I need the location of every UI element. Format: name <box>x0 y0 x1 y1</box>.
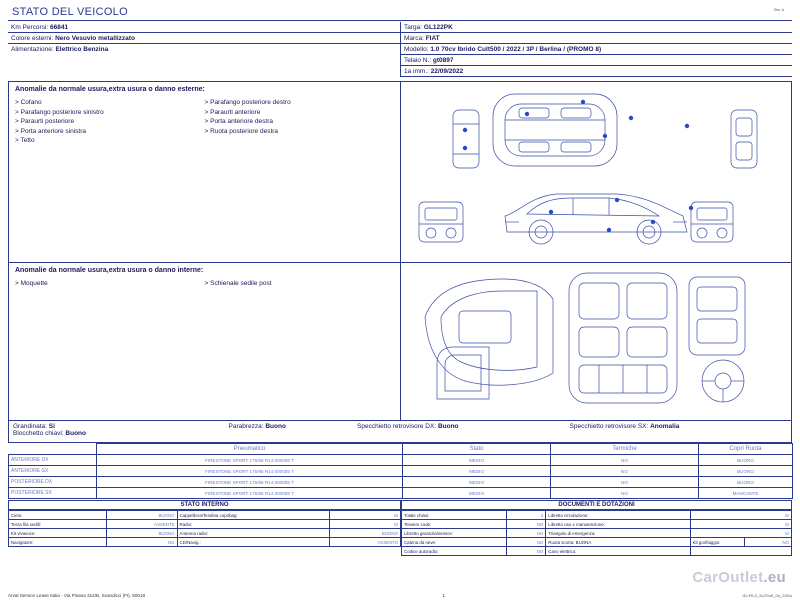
footer-id: ID=FIL0_2u2Gu6_0u_2G0u <box>742 593 792 598</box>
info-value: Nero Vesuvio metallizzato <box>55 35 135 42</box>
info-row <box>400 22 792 33</box>
info-value: gt0897 <box>432 57 454 64</box>
field-value: SI <box>690 520 791 529</box>
tyre-spec: FIRESTONE SPORT 175/65 R14 000006 T <box>97 488 403 499</box>
field-value: ASSENTE <box>330 538 401 547</box>
table-row <box>9 466 793 477</box>
condition-label: Grandinata: <box>13 423 47 430</box>
field-value: BUONO <box>330 529 401 538</box>
watermark-text: CarOutlet <box>692 569 764 586</box>
field-value: BUONO <box>107 511 178 520</box>
field-value: BUONO <box>107 529 178 538</box>
field-label: CD/Navig.: <box>177 538 330 547</box>
field-label: Codice autoradio: <box>402 547 507 556</box>
info-label: Modello: <box>404 46 429 53</box>
tyre-termiche: NO <box>551 488 699 499</box>
table-row <box>402 511 792 520</box>
field-label <box>546 538 690 547</box>
tyre-copriruota: MANCANTE <box>699 488 793 499</box>
field-label: Libretto circolazione: <box>546 511 690 520</box>
tyre-stato: MEDIO <box>403 477 551 488</box>
exterior-diagram-svg <box>401 82 789 261</box>
condition-value: Buono <box>437 423 459 430</box>
table-row <box>9 455 793 466</box>
document-footer <box>8 593 792 598</box>
interior-status-panel <box>8 500 401 556</box>
tyre-copriruota: BUONO <box>699 477 793 488</box>
table-row <box>9 488 793 499</box>
field-value: NO <box>507 538 546 547</box>
info-value: 1.0 70cv Ibrido Cult500 / 2022 / 3P / Berlina / (PROMO 8) <box>430 46 602 53</box>
tyres-table <box>8 443 793 499</box>
table-row <box>402 538 792 547</box>
revision-label: Rev. A <box>773 8 784 12</box>
list-item: > Porta anteriore sinistra <box>15 127 205 137</box>
field-value <box>690 547 791 556</box>
external-anomalies-title: Anomalie da normale usura,extra usura o danno esterne: <box>15 86 205 93</box>
condition-mirror-sx <box>570 423 787 430</box>
list-item: > Ruota posteriore destra <box>205 127 395 137</box>
field-label: Cavo elettrico: <box>546 547 690 556</box>
condition-label: Specchietto retrovisore SX: <box>569 423 649 430</box>
field-label: Totale chiavi: <box>402 511 507 520</box>
column-header-termiche: Termiche <box>551 444 699 455</box>
field-label: Terza fila sedili: <box>9 520 107 529</box>
bottom-panels <box>8 500 792 556</box>
field-value: SI <box>690 529 791 538</box>
field-label: Libretto garanzia/service: <box>402 529 507 538</box>
internal-anomalies-block <box>9 263 400 420</box>
documents-table <box>401 510 792 556</box>
field-value: NO <box>745 538 792 547</box>
table-header-row <box>9 444 793 455</box>
field-label: Tessere code: <box>402 520 507 529</box>
condition-blocchetto-chiavi <box>13 430 231 437</box>
info-row <box>400 33 792 44</box>
table-row <box>9 529 401 538</box>
spare-wheel-label: Ruota scorta: <box>548 539 575 545</box>
footer-page-number: 1 <box>442 593 446 598</box>
info-label: Alimentazione: <box>11 46 54 53</box>
list-item: > Porta anteriore destra <box>205 117 395 127</box>
field-value: NO <box>507 529 546 538</box>
table-row <box>402 529 792 538</box>
table-row <box>9 477 793 488</box>
info-row <box>400 55 792 66</box>
info-row <box>8 44 400 55</box>
field-value: 2 <box>507 511 546 520</box>
vehicle-diagrams <box>401 82 791 420</box>
vehicle-info-table <box>8 22 792 77</box>
field-label: Kit gonfiaggio: <box>690 538 745 547</box>
internal-anomalies-list-right <box>205 279 395 289</box>
footer-company: Arval Service Lease Italia - Via Pisana 314/B, Scandicci (FI), 50018 <box>8 593 146 598</box>
list-item: > Cofano <box>15 98 205 108</box>
info-spacer <box>8 55 400 66</box>
field-value: SI <box>330 511 401 520</box>
list-item: > Schienale sedile post <box>205 279 395 289</box>
field-label: Triangolo di emergenza: <box>546 529 690 538</box>
info-label: Marca: <box>404 35 424 42</box>
internal-anomalies-title: Anomalie da normale usura,extra usura o danno interne: <box>15 267 204 274</box>
info-value: FIAT <box>425 35 440 42</box>
list-item: > Moquette <box>15 279 205 289</box>
info-value: Elettrico Benzina <box>55 46 109 53</box>
column-header-copriruota: Copri Ruota <box>699 444 793 455</box>
interior-status-title: STATO INTERNO <box>8 500 401 510</box>
documents-panel <box>401 500 792 556</box>
page-title: STATO DEL VEICOLO <box>12 6 128 18</box>
field-value: ASSENTE <box>107 520 178 529</box>
info-label: 1a imm.: <box>404 68 429 75</box>
field-value: SI <box>330 520 401 529</box>
field-label: Libretto uso e manutenzione: <box>546 520 690 529</box>
condition-value: Buono <box>65 430 86 437</box>
table-row <box>402 520 792 529</box>
info-label: Telaio N.: <box>404 57 432 64</box>
column-header-stato: Stato <box>403 444 551 455</box>
condition-label: Parabrezza: <box>228 423 264 430</box>
info-spacer <box>8 66 400 77</box>
info-label: Colore esterni: <box>11 35 54 42</box>
documents-title: DOCUMENTI E DOTAZIONI <box>401 500 792 510</box>
info-row <box>400 66 792 77</box>
list-item: > Tetto <box>15 136 205 146</box>
vehicle-info-right <box>400 22 792 77</box>
list-item: > Parafango posteriore sinistro <box>15 108 205 118</box>
table-row <box>9 520 401 529</box>
exterior-diagram <box>401 82 791 263</box>
table-row <box>9 511 401 520</box>
field-value: NO <box>507 547 546 556</box>
field-label: Cielo: <box>9 511 107 520</box>
condition-value: Buono <box>265 423 286 430</box>
info-row <box>400 44 792 55</box>
list-item: > Paraurti anteriore <box>205 108 395 118</box>
tyre-stato: MEDIO <box>403 466 551 477</box>
watermark <box>692 569 786 586</box>
tyre-copriruota: BUONO <box>699 466 793 477</box>
info-label: Km Percorsi: <box>11 24 49 31</box>
info-row <box>8 33 400 44</box>
field-label: Navigatore: <box>9 538 107 547</box>
info-value: GL122PK <box>423 24 453 31</box>
tyre-termiche: NO <box>551 455 699 466</box>
interior-diagram-svg <box>401 263 789 418</box>
watermark-suffix: .eu <box>763 569 786 586</box>
tyre-position: ANTERIORE SX <box>9 466 97 477</box>
tyre-copriruota: BUONO <box>699 455 793 466</box>
field-label: Antenna radio: <box>177 529 330 538</box>
spare-wheel-value: BUONA <box>575 539 592 545</box>
field-value: NO <box>107 538 178 547</box>
condition-label: Specchietto retrovisore DX: <box>357 423 437 430</box>
anomalies-panel <box>9 82 401 420</box>
conditions-summary <box>8 421 792 443</box>
condition-mirror-dx <box>357 423 570 430</box>
condition-parabrezza <box>229 423 358 430</box>
field-label: Radio: <box>177 520 330 529</box>
field-label: Catena da neve: <box>402 538 507 547</box>
tyre-spec: FIRESTONE SPORT 175/65 R14 000006 T <box>97 477 403 488</box>
table-row <box>402 547 792 556</box>
condition-label: Blocchetto chiavi: <box>13 430 64 437</box>
field-value: SI <box>690 511 791 520</box>
tyre-spec: FIRESTONE SPORT 175/65 R14 000006 T <box>97 466 403 477</box>
tyre-termiche: NO <box>551 477 699 488</box>
field-label: Kit vivavoce: <box>9 529 107 538</box>
external-anomalies-block <box>9 82 400 263</box>
vehicle-info-left <box>8 22 400 77</box>
info-value: 22/09/2022 <box>430 68 464 75</box>
tyre-spec: FIRESTONE SPORT 175/65 R14 000006 T <box>97 455 403 466</box>
external-anomalies-list-left <box>15 98 205 146</box>
external-anomalies-list-right <box>205 98 395 146</box>
tyre-stato: MEDIO <box>403 455 551 466</box>
condition-grandinata <box>13 423 229 430</box>
info-row <box>8 22 400 33</box>
title-divider <box>8 20 792 21</box>
document-header <box>8 4 792 21</box>
tyre-position: ANTERIORE DX <box>9 455 97 466</box>
list-item: > Parafango posteriore destro <box>205 98 395 108</box>
tyre-termiche: NO <box>551 466 699 477</box>
internal-anomalies-list-left <box>15 279 205 289</box>
tyre-stato: MEDIO <box>403 488 551 499</box>
condition-value: Anomalia <box>650 423 680 430</box>
interior-status-table <box>8 510 401 547</box>
tyre-position: POSTERIORE SX <box>9 488 97 499</box>
info-label: Targa: <box>404 24 423 31</box>
interior-diagram <box>401 263 791 420</box>
field-value: NO <box>507 520 546 529</box>
column-header-pneumatico: Pneumatico <box>97 444 403 455</box>
tyre-position: POSTERIORE DX <box>9 477 97 488</box>
list-item: > Paraurti posteriore <box>15 117 205 127</box>
info-value: 66841 <box>50 24 69 31</box>
table-row <box>9 538 401 547</box>
condition-value: Si <box>48 423 55 430</box>
anomalies-and-diagrams <box>8 81 792 421</box>
field-label: Cappelliera/Tendina copribag: <box>177 511 330 520</box>
